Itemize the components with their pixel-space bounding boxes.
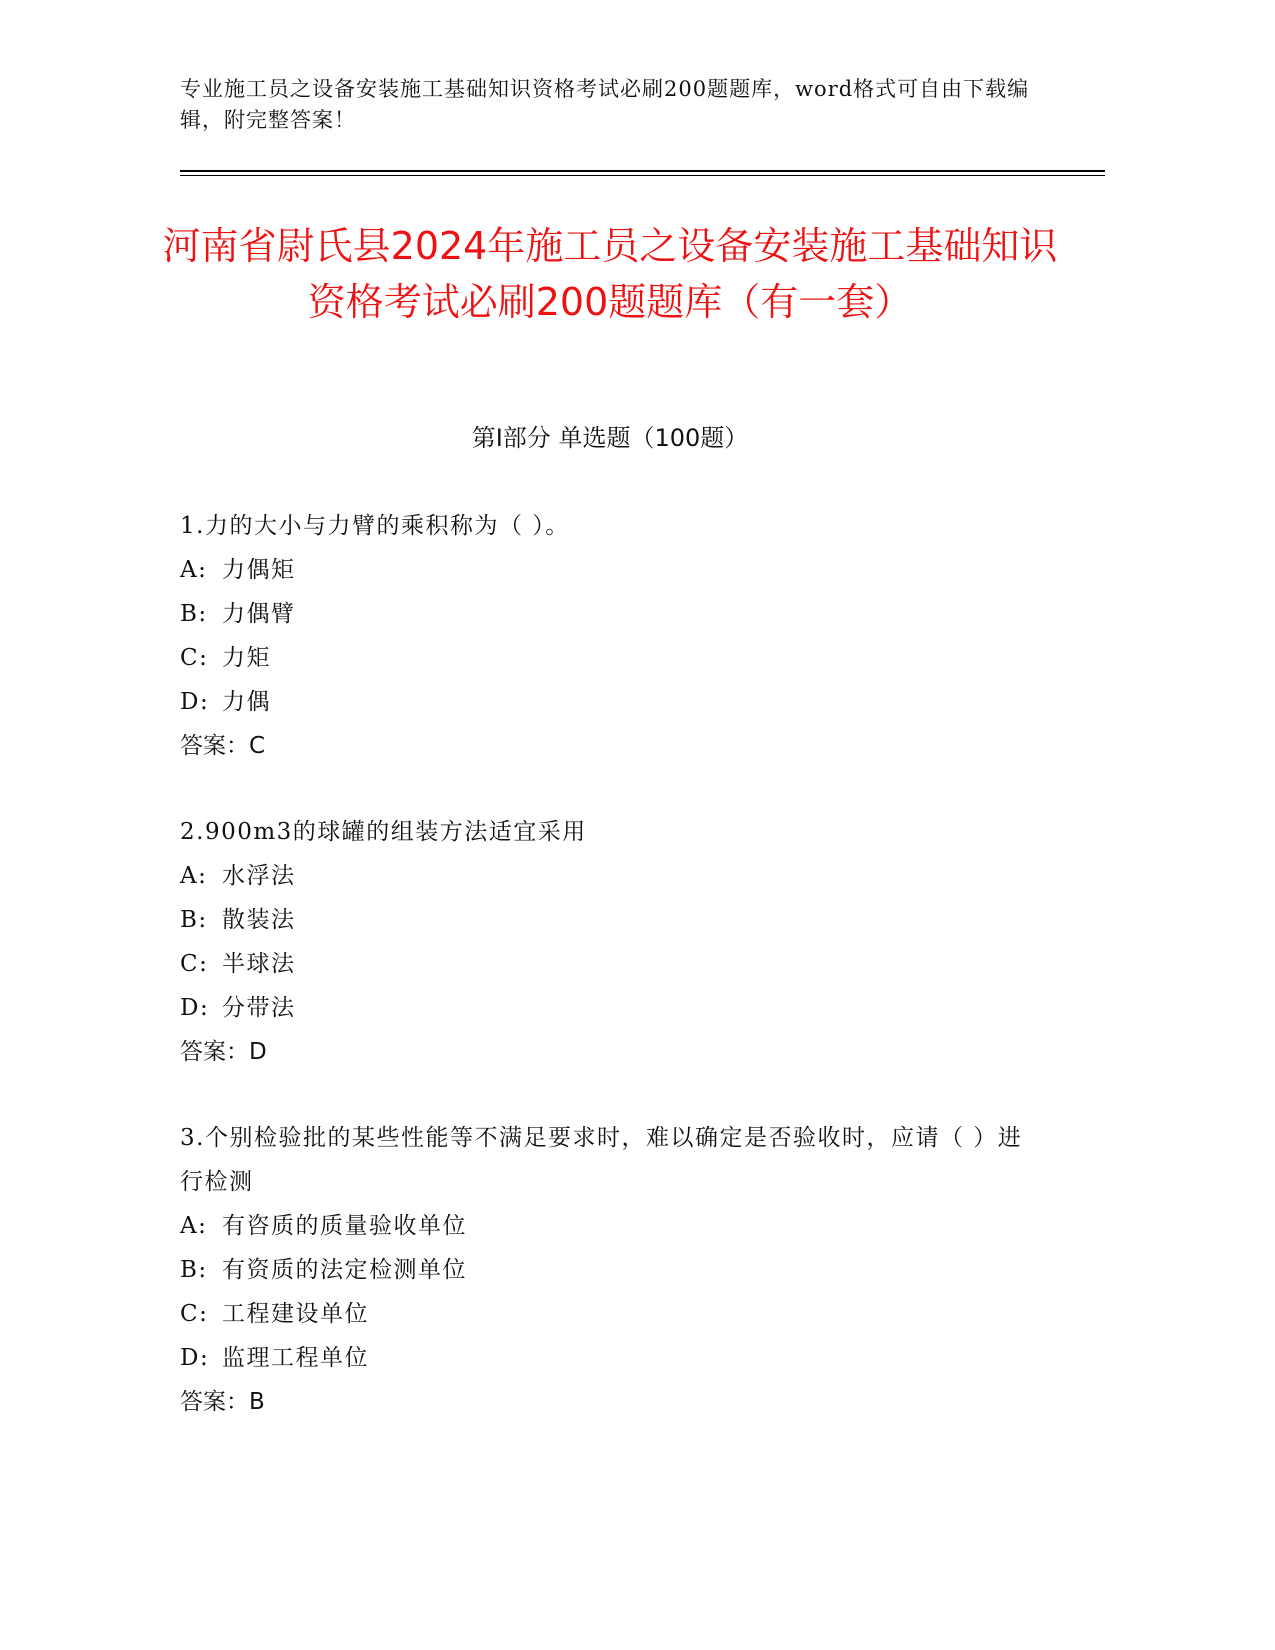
option-text: 有资质的法定检测单位 [222, 1257, 467, 1283]
header-rule-thick [180, 170, 1105, 172]
option-a [180, 854, 1040, 898]
option-letter: D: [180, 995, 210, 1021]
answer-line [180, 1380, 1040, 1424]
question-text: 2.900m3的球罐的组装方法适宜采用 [180, 819, 587, 845]
option-letter: D: [180, 1345, 210, 1371]
option-text: 监理工程单位 [222, 1345, 369, 1371]
option-letter: A: [180, 863, 208, 889]
option-text: 力矩 [222, 645, 271, 671]
option-d [180, 1336, 1040, 1380]
option-letter: C: [180, 951, 209, 977]
option-b [180, 898, 1040, 942]
option-c [180, 1292, 1040, 1336]
option-letter: C: [180, 645, 209, 671]
answer-value: C [249, 733, 266, 759]
option-b [180, 592, 1040, 636]
question-2 [180, 810, 1040, 1074]
option-a [180, 548, 1040, 592]
option-text: 散装法 [222, 907, 296, 933]
document-title: 河南省尉氏县2024年施工员之设备安装施工基础知识资格考试必刷200题题库（有一套） [162, 224, 1058, 324]
option-letter: B: [180, 601, 208, 627]
option-c [180, 942, 1040, 986]
option-d [180, 986, 1040, 1030]
option-letter: B: [180, 907, 208, 933]
question-list [180, 504, 1040, 1466]
answer-value: B [249, 1389, 265, 1415]
question-text: 1.力的大小与力臂的乘积称为（ ）。 [180, 513, 570, 539]
option-d [180, 680, 1040, 724]
option-letter: A: [180, 557, 208, 583]
option-text: 半球法 [222, 951, 296, 977]
question-3 [180, 1116, 1040, 1424]
answer-line [180, 724, 1040, 768]
question-text: 3.个别检验批的某些性能等不满足要求时，难以确定是否验收时，应请（ ）进行检测 [180, 1125, 1023, 1195]
question-1 [180, 504, 1040, 768]
answer-line [180, 1030, 1040, 1074]
option-text: 工程建设单位 [222, 1301, 369, 1327]
option-a [180, 1204, 1040, 1248]
option-letter: B: [180, 1257, 208, 1283]
document-intro: 专业施工员之设备安装施工基础知识资格考试必刷200题题库，word格式可自由下载编辑，附完整答案！ [180, 77, 1030, 132]
header-rule-thin [180, 175, 1105, 176]
answer-value: D [249, 1039, 267, 1065]
option-text: 水浮法 [222, 863, 296, 889]
option-text: 力偶 [222, 689, 271, 715]
option-text: 有咨质的质量验收单位 [222, 1213, 467, 1239]
option-b [180, 1248, 1040, 1292]
option-letter: D: [180, 689, 210, 715]
option-letter: C: [180, 1301, 209, 1327]
option-text: 力偶矩 [222, 557, 296, 583]
option-c [180, 636, 1040, 680]
option-text: 分带法 [222, 995, 296, 1021]
answer-label: 答案： [180, 1039, 249, 1065]
option-text: 力偶臂 [222, 601, 296, 627]
answer-label: 答案： [180, 1389, 249, 1415]
section-heading: 第Ⅰ部分 单选题（100题） [471, 424, 749, 452]
option-letter: A: [180, 1213, 208, 1239]
answer-label: 答案： [180, 733, 249, 759]
